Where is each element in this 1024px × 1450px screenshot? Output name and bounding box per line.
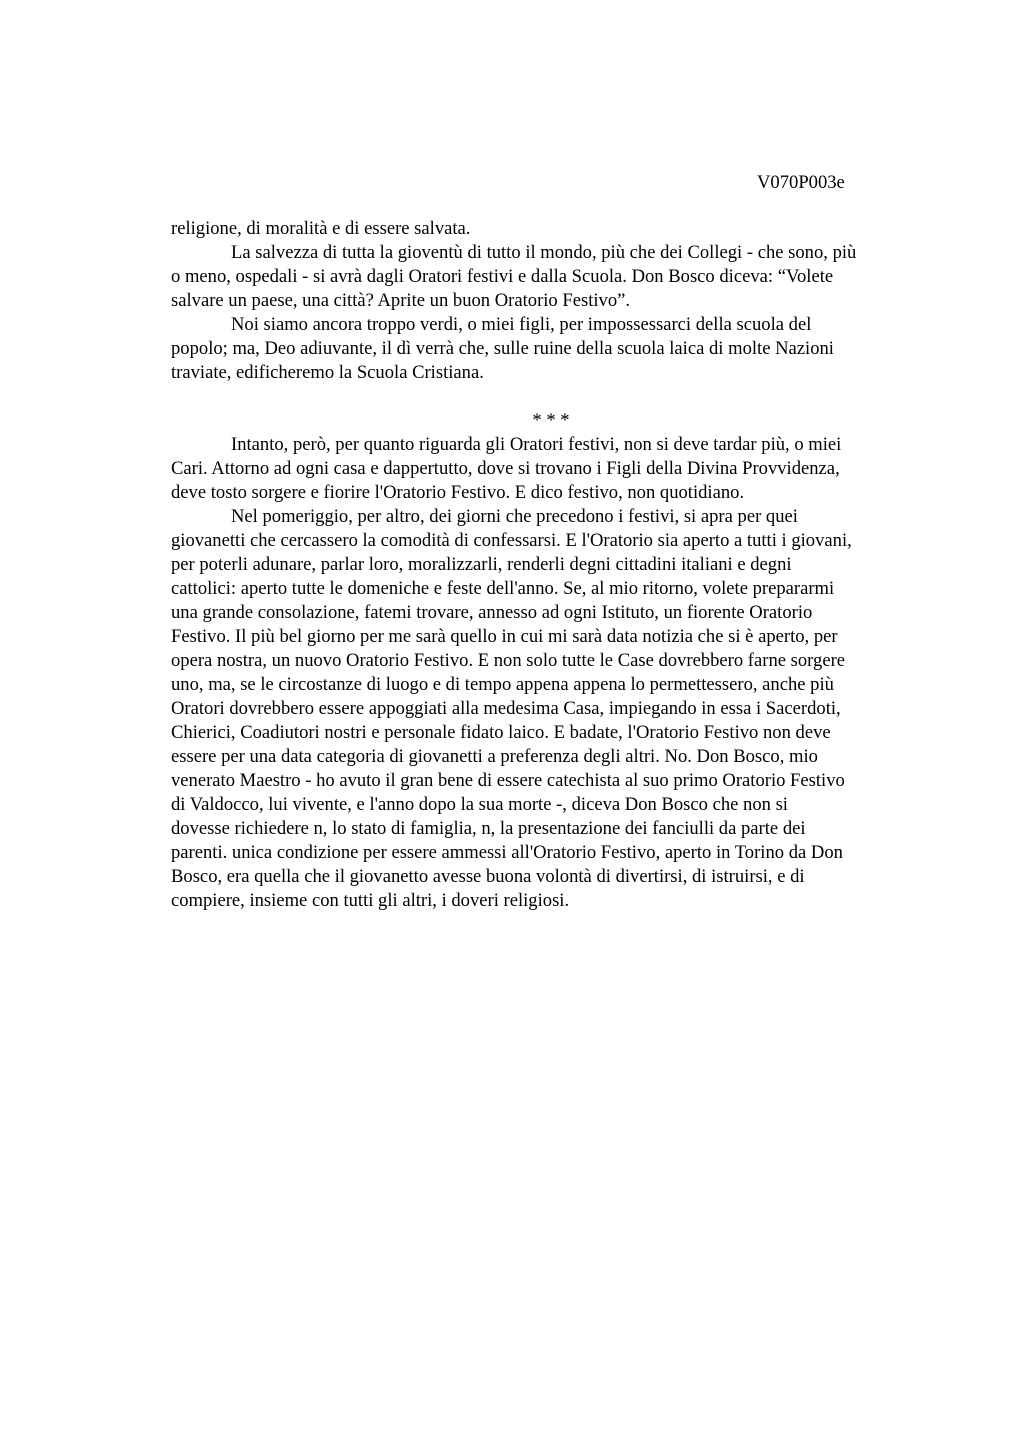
text-line: o meno, ospedali - si avrà dagli Oratori festivi e dalla Scuola. Don Bosco diceva: “Volete (171, 266, 834, 287)
text-line: popolo; ma, Deo adiuvante, il dì verrà che, sulle ruine della scuola laica di molte Nazioni (171, 338, 834, 359)
text-line: giovanetti che cercassero la comodità di confessarsi. E l'Oratorio sia aperto a tutti i giovani, (171, 530, 852, 551)
text-line: Bosco, era quella che il giovanetto avesse buona volontà di divertirsi, di istruirsi, e di (171, 866, 805, 887)
section-separator: * * * (532, 410, 570, 431)
text-line: uno, ma, se le circostanze di luogo e di tempo appena appena lo permettessero, anche più (171, 674, 834, 695)
text-line: venerato Maestro - ho avuto il gran bene di essere catechista al suo primo Oratorio Festivo (171, 770, 845, 791)
text-line: Chierici, Coadiutori nostri e personale fidato laico. E badate, l'Oratorio Festivo non deve (171, 722, 831, 743)
text-line: parenti. unica condizione per essere ammessi all'Oratorio Festivo, aperto in Torino da Don (171, 842, 843, 863)
page-identifier: V070P003e (757, 172, 845, 193)
blank-line (171, 385, 931, 409)
text-line: una grande consolazione, fatemi trovare, annesso ad ogni Istituto, un fiorente Oratorio (171, 602, 813, 623)
text-line: opera nostra, un nuovo Oratorio Festivo. E non solo tutte le Case dovrebbero farne sorgere (171, 650, 846, 671)
text-line: cattolici: aperto tutte le domeniche e feste dell'anno. Se, al mio ritorno, volete prepararmi (171, 578, 835, 599)
text-line: Cari. Attorno ad ogni casa e dappertutto, dove si trovano i Figli della Divina Provvidenza, (171, 458, 840, 479)
text-line: di Valdocco, lui vivente, e l'anno dopo la sua morte -, diceva Don Bosco che non si (171, 794, 788, 815)
text-line: Festivo. Il più bel giorno per me sarà quello in cui mi sarà data notizia che si è aperto, per (171, 626, 838, 647)
text-line: traviate, edificheremo la Scuola Cristiana. (171, 362, 484, 383)
document-body (171, 217, 931, 913)
text-line: per poterli adunare, parlar loro, moralizzarli, renderli degni cittadini italiani e degni (171, 554, 792, 575)
paragraph-start-line: La salvezza di tutta la gioventù di tutto il mondo, più che dei Collegi - che sono, più (231, 242, 857, 263)
text-line: Oratori dovrebbero essere appoggiati alla medesima Casa, impiegando in essa i Sacerdoti, (171, 698, 841, 719)
paragraph-start-line: Nel pomeriggio, per altro, dei giorni che precedono i festivi, si apra per quei (231, 506, 798, 527)
text-line: compiere, insieme con tutti gli altri, i doveri religiosi. (171, 890, 570, 911)
paragraph-start-line: Intanto, però, per quanto riguarda gli Oratori festivi, non si deve tardar più, o miei (231, 434, 842, 455)
text-line: essere per una data categoria di giovanetti a preferenza degli altri. No. Don Bosco, mio (171, 746, 818, 767)
text-line: dovesse richiedere n, lo stato di famiglia, n, la presentazione dei fanciulli da parte dei (171, 818, 806, 839)
text-line: salvare un paese, una città? Aprite un buon Oratorio Festivo”. (171, 290, 631, 311)
text-line: religione, di moralità e di essere salvata. (171, 218, 471, 239)
text-line: deve tosto sorgere e fiorire l'Oratorio Festivo. E dico festivo, non quotidiano. (171, 482, 745, 503)
paragraph-start-line: Noi siamo ancora troppo verdi, o miei figli, per impossessarci della scuola del (231, 314, 812, 335)
